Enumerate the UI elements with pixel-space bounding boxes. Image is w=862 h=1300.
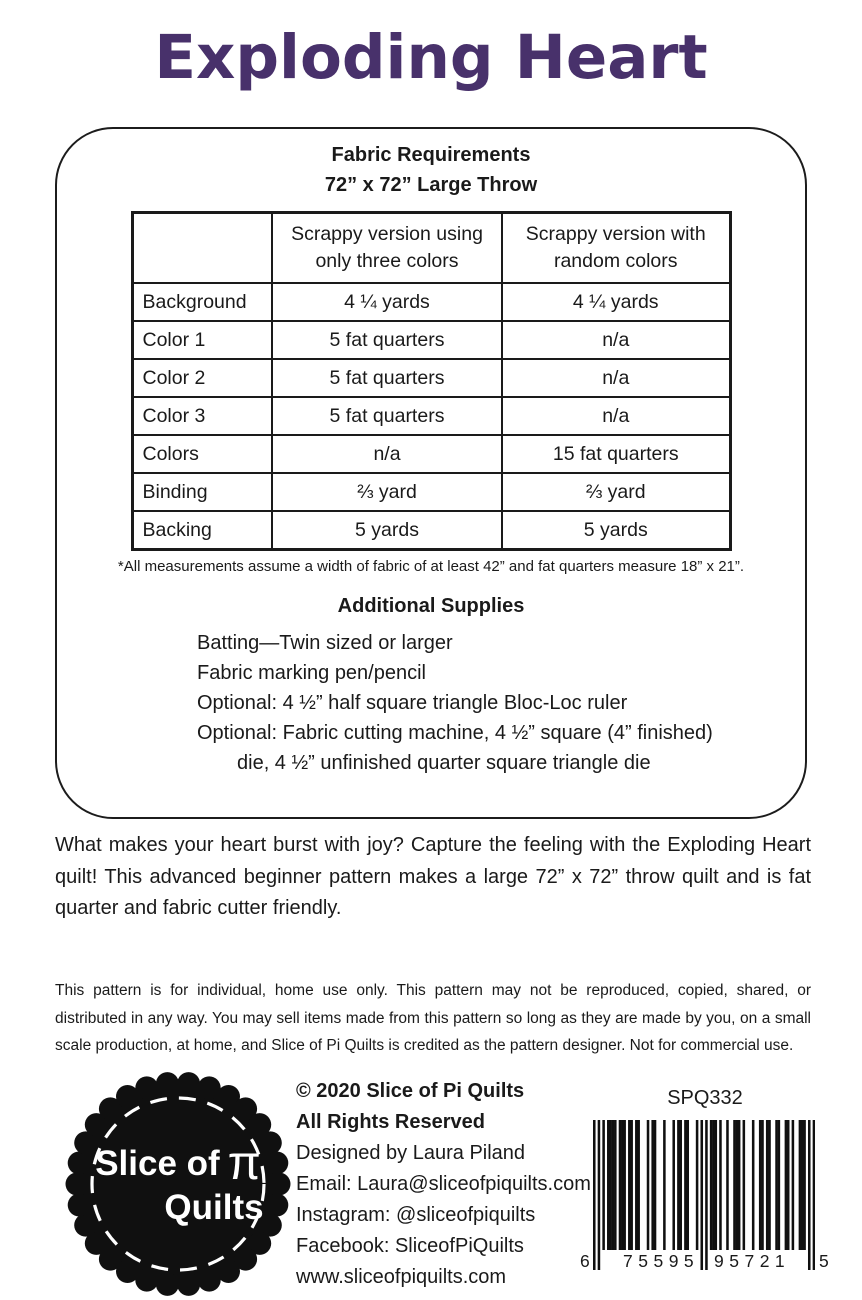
- value-cell: 4 ¼ yards: [502, 283, 730, 321]
- barcode-digit-group1: 75595: [623, 1251, 700, 1271]
- fabric-requirements-heading: Fabric Requirements: [331, 144, 531, 166]
- row-label-cell: Colors: [132, 435, 272, 473]
- logo-text-line2: Quilts: [164, 1188, 264, 1227]
- supplies-list: [197, 628, 805, 778]
- quilt-size-subheading: 72” x 72” Large Throw: [324, 174, 538, 196]
- upc-barcode: [593, 1120, 815, 1270]
- row-label-cell: Color 3: [132, 397, 272, 435]
- row-label-cell: Backing: [132, 511, 272, 550]
- value-cell: n/a: [502, 397, 730, 435]
- column-header-cell: Scrappy version using only three colors: [272, 213, 502, 284]
- description-paragraph: What makes your heart burst with joy? Capture the feeling with the Exploding Heart quilt! This advanced beginner pattern makes a large 72” x 72” throw quilt and is fat quarter and fabric cutter friendly.: [55, 834, 811, 919]
- legal-paragraph: This pattern is for individual, home use only. This pattern may not be reproduced, copied, shared, or distributed in any way. You may sell items made from this pattern so long as they are made by you, on a small scale production, at home, and Slice of Pi Quilts is credited as the pattern designer. Not for commercial use.: [55, 982, 811, 1054]
- barcode-block: [580, 1086, 829, 1271]
- value-cell: 4 ¼ yards: [272, 283, 502, 321]
- barcode-digit-last: 5: [819, 1251, 829, 1271]
- table-row: [132, 473, 730, 511]
- supply-item: Fabric marking pen/pencil: [197, 662, 426, 684]
- table-row: [132, 283, 730, 321]
- logo-slice-of-text: Slice of: [95, 1144, 220, 1183]
- value-cell: 5 yards: [502, 511, 730, 550]
- value-cell: n/a: [502, 359, 730, 397]
- value-cell: ⅔ yard: [272, 473, 502, 511]
- table-row: [132, 359, 730, 397]
- barcode-digit-first: 6: [580, 1251, 590, 1271]
- barcode-digit-group2: 95721: [714, 1251, 791, 1271]
- sku-label: SPQ332: [667, 1087, 743, 1109]
- facebook-line: Facebook: SliceofPiQuilts: [296, 1235, 524, 1257]
- contact-info: [296, 1076, 591, 1293]
- value-cell: ⅔ yard: [502, 473, 730, 511]
- additional-supplies-heading: Additional Supplies: [337, 595, 525, 617]
- rights-reserved-line: All Rights Reserved: [296, 1111, 485, 1133]
- row-label-cell: Color 1: [132, 321, 272, 359]
- designer-line: Designed by Laura Piland: [296, 1142, 526, 1164]
- supply-item: Batting—Twin sized or larger: [197, 632, 453, 654]
- table-row: [132, 511, 730, 550]
- instagram-line: Instagram: @sliceofpiquilts: [296, 1204, 536, 1226]
- value-cell: 5 fat quarters: [272, 397, 502, 435]
- page-title: Exploding Heart: [154, 22, 708, 93]
- website-line: www.sliceofpiquilts.com: [296, 1266, 507, 1288]
- logo-text-line1: [62, 1137, 294, 1190]
- supply-item: Optional: Fabric cutting machine, 4 ½” square (4” finished): [197, 722, 713, 744]
- email-line: Email: Laura@sliceofpiquilts.com: [296, 1173, 591, 1195]
- supply-item: Optional: 4 ½” half square triangle Bloc-Loc ruler: [197, 692, 628, 714]
- row-label-cell: Color 2: [132, 359, 272, 397]
- table-header-row: [132, 213, 730, 284]
- value-cell: n/a: [502, 321, 730, 359]
- fabric-requirements-table: [131, 211, 732, 551]
- column-header-cell: Scrappy version with random colors: [502, 213, 730, 284]
- fabric-requirements-box: [55, 127, 807, 819]
- value-cell: 5 fat quarters: [272, 321, 502, 359]
- table-row: [132, 321, 730, 359]
- row-label-cell: Background: [132, 283, 272, 321]
- table-row: [132, 397, 730, 435]
- column-header-cell: [132, 213, 272, 284]
- copyright-line: © 2020 Slice of Pi Quilts: [296, 1080, 525, 1102]
- row-label-cell: Binding: [132, 473, 272, 511]
- slice-of-pi-logo: [62, 1068, 294, 1300]
- measurements-footnote: *All measurements assume a width of fabric of at least 42” and fat quarters measure 18” x 21”.: [117, 558, 745, 575]
- table-row: [132, 435, 730, 473]
- value-cell: 15 fat quarters: [502, 435, 730, 473]
- value-cell: n/a: [272, 435, 502, 473]
- value-cell: 5 yards: [272, 511, 502, 550]
- supply-item: die, 4 ½” unfinished quarter square triangle die: [237, 752, 651, 774]
- upc-barcode-area: [580, 1120, 829, 1271]
- value-cell: 5 fat quarters: [272, 359, 502, 397]
- pi-symbol: π: [227, 1137, 261, 1190]
